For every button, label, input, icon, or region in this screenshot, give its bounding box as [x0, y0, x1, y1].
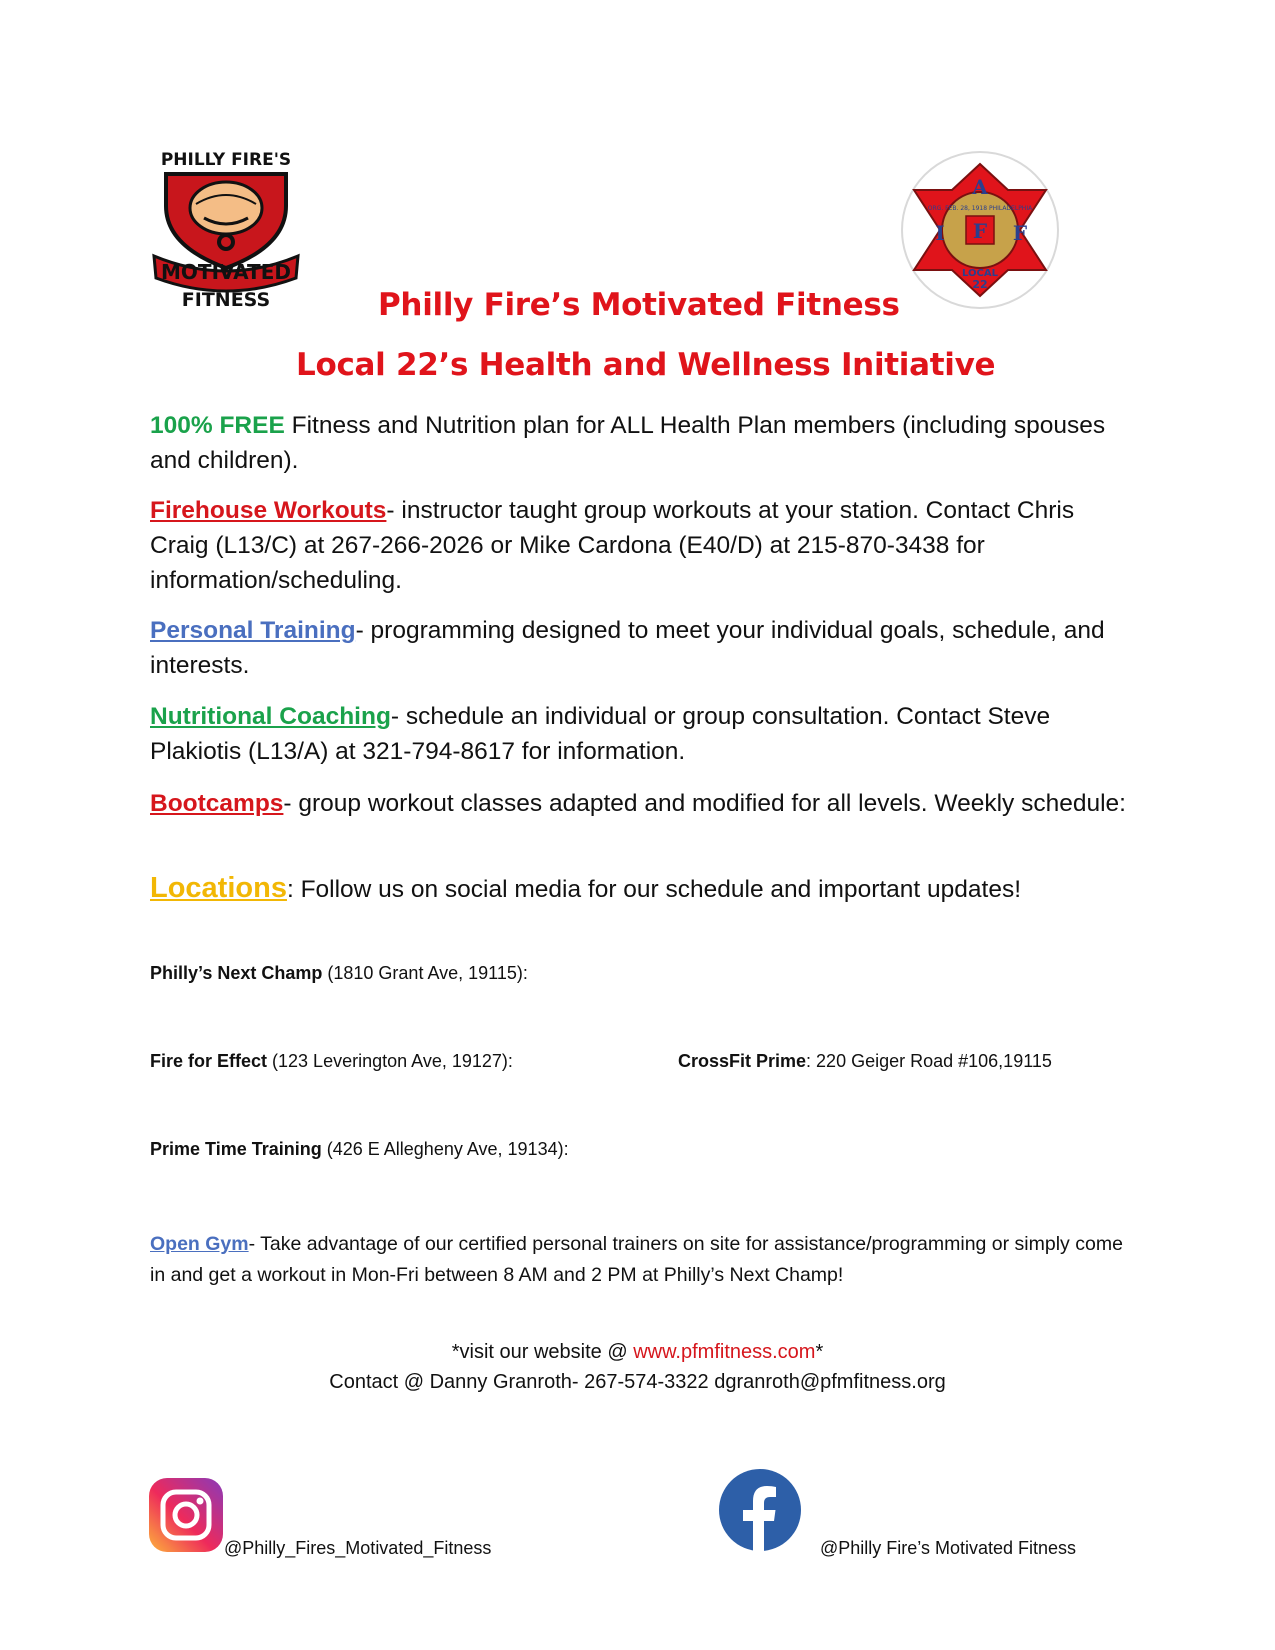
bootcamps-paragraph — [150, 786, 1130, 821]
page-subtitle: Local 22’s Health and Wellness Initiative — [296, 347, 996, 383]
instagram-icon[interactable] — [149, 1478, 223, 1552]
locations-paragraph — [150, 871, 1130, 907]
bootcamps-text: - group workout classes adapted and modified for all levels. Weekly schedule: — [283, 790, 1126, 817]
svg-text:ORG. FEB. 28, 1918 PHILADELPHI: ORG. FEB. 28, 1918 PHILADELPHIA — [927, 205, 1033, 212]
location-item — [678, 1051, 1052, 1072]
page-title: Philly Fire’s Motivated Fitness — [378, 287, 900, 323]
svg-text:LOCAL: LOCAL — [962, 268, 998, 279]
nutritional-coaching-term: Nutritional Coaching — [150, 703, 391, 730]
personal-training-text: - programming designed to meet your individual goals, schedule, and interests. — [150, 617, 1105, 679]
open-gym-term: Open Gym — [150, 1233, 249, 1255]
contact-line: Contact @ Danny Granroth- 267-574-3322 dgranroth@pfmfitness.org — [329, 1371, 946, 1393]
location-item — [150, 1051, 513, 1072]
svg-text:PHILLY FIRE'S: PHILLY FIRE'S — [160, 150, 292, 170]
open-gym-paragraph — [150, 1229, 1125, 1291]
iaff-local-22-logo — [900, 150, 1060, 310]
website-prefix: *visit our website @ — [451, 1341, 634, 1363]
svg-text:I: I — [935, 221, 945, 245]
facebook-icon[interactable] — [719, 1469, 801, 1551]
svg-text:FITNESS: FITNESS — [181, 289, 271, 311]
location-address: (1810 Grant Ave, 19115): — [322, 963, 528, 983]
location-item — [150, 963, 528, 984]
firehouse-workouts-text: - instructor taught group workouts at your station. Contact Chris Craig (L13/C) at 267-266-2026 or Mike Cardona (E40/D) at 215-870-3438 for information/scheduling. — [150, 497, 1075, 594]
locations-text: : Follow us on social media for our schedule and important updates! — [286, 876, 1022, 903]
svg-text:22: 22 — [972, 278, 988, 291]
locations-term: Locations — [150, 872, 287, 904]
location-address: : 220 Geiger Road #106,19115 — [806, 1051, 1052, 1071]
website-line — [0, 1341, 1275, 1364]
location-address: (426 E Allegheny Ave, 19134): — [321, 1139, 569, 1159]
website-link[interactable]: www.pfmfitness.com — [633, 1341, 816, 1363]
svg-text:F: F — [972, 219, 988, 243]
svg-text:F: F — [1012, 221, 1028, 245]
svg-text:MOTIVATED: MOTIVATED — [161, 260, 291, 284]
bootcamps-term: Bootcamps — [150, 790, 284, 817]
personal-training-paragraph — [150, 613, 1130, 683]
firehouse-workouts-term: Firehouse Workouts — [150, 497, 387, 524]
philly-fires-logo — [146, 146, 306, 312]
location-name: Prime Time Training — [150, 1139, 322, 1159]
location-name: Philly’s Next Champ — [150, 963, 323, 983]
personal-training-term: Personal Training — [150, 617, 356, 644]
open-gym-text: - Take advantage of our certified personal trainers on site for assistance/programming or simply come in and get a workout in Mon-Fri between 8 AM and 2 PM at Philly’s Next Champ! — [150, 1233, 1123, 1286]
intro-paragraph — [150, 408, 1130, 478]
free-highlight: 100% FREE — [150, 412, 285, 439]
nutritional-coaching-text: - schedule an individual or group consultation. Contact Steve Plakiotis (L13/A) at 321-794-8617 for information. — [150, 703, 1051, 765]
instagram-handle: @Philly_Fires_Motivated_Fitness — [224, 1538, 492, 1558]
svg-text:A: A — [972, 175, 988, 199]
intro-text: Fitness and Nutrition plan for ALL Health Plan members (including spouses and children). — [150, 412, 1106, 474]
location-name: Fire for Effect — [150, 1051, 268, 1071]
location-address: (123 Leverington Ave, 19127): — [267, 1051, 513, 1071]
website-suffix: * — [815, 1341, 824, 1363]
nutritional-coaching-paragraph — [150, 699, 1130, 769]
facebook-handle: @Philly Fire’s Motivated Fitness — [820, 1538, 1077, 1558]
location-name: CrossFit Prime — [678, 1051, 807, 1071]
location-item — [150, 1139, 569, 1160]
firehouse-workouts-paragraph — [150, 493, 1130, 598]
